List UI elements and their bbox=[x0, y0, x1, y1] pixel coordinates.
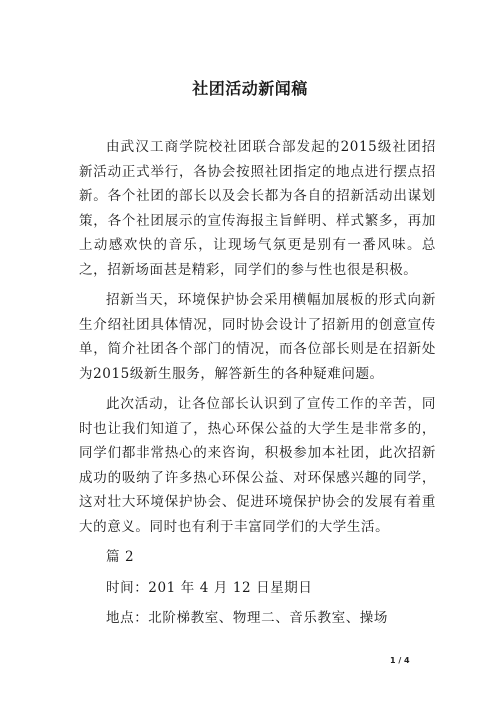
paragraph-significance: 此次活动，让各位部长认识到了宣传工作的辛苦，同时也让我们知道了，热心环保公益的大学生是非常多的，同学们都非常热心的来咨询，积极参加本社团，此次招新成功的吸纳了许多热心环保公益、对环保感兴趣的同学，这对壮大环境保护协会、促进环境保护协会的发展有着重大的意义。同时也有利于丰富同学们的大学生活。 bbox=[79, 396, 436, 535]
event-time: 时间：201 年 4 月 12 日星期日 bbox=[106, 579, 313, 596]
article-body bbox=[79, 135, 436, 631]
event-location: 地点：北阶梯教室、物理二、音乐教室、操场 bbox=[106, 610, 388, 626]
paragraph-recruitment-day: 招新当天，环境保护协会采用横幅加展板的形式向新生介绍社团具体情况，同时协会设计了招新用的创意宣传单，简介社团各个部门的情况，而各位部长则是在招新处为2015级新生服务，解答新生的各种疑难问题。 bbox=[79, 292, 436, 382]
paragraph-intro: 由武汉工商学院校社团联合部发起的2015级社团招新活动正式举行，各协会按照社团指定的地点进行摆点招新。各个社团的部长以及会长都为各自的招新活动出谋划策，各个社团展示的宣传海报主旨鲜明、样式繁多，再加上动感欢快的音乐，让现场气氛更是别有一番风味。总之，招新场面甚是精彩，同学们的参与性也很是积极。 bbox=[79, 139, 436, 278]
section-heading: 篇 2 bbox=[106, 549, 135, 565]
page-title: 社团活动新闻稿 bbox=[192, 79, 308, 98]
page-number: 1 / 4 bbox=[390, 656, 410, 665]
